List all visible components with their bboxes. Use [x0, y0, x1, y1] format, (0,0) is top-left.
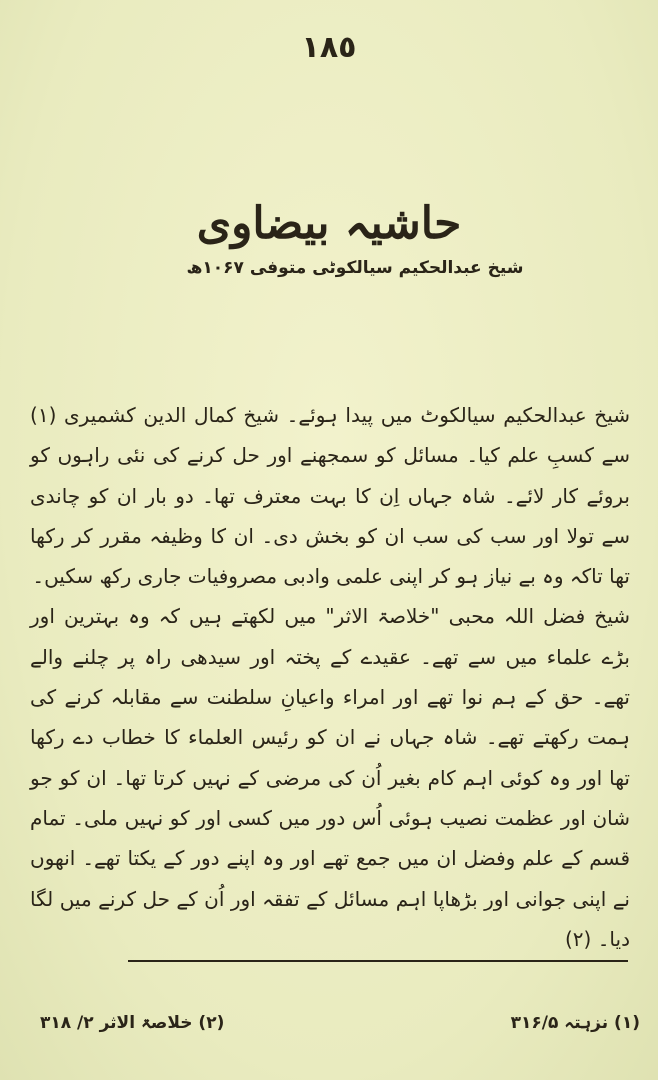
- footnote-1: (۱) نزہتہ ۳۱۶/۵: [510, 1013, 640, 1033]
- footnote-2: (۲) خلاصۃ الاثر ۲/ ۳۱۸: [40, 1013, 225, 1033]
- chapter-subtitle: شیخ عبدالحکیم سیالکوٹی متوفی ۱۰۶۷ھ: [186, 258, 524, 278]
- chapter-title: حاشیہ بیضاوی: [196, 198, 462, 249]
- page-number: ١٨٥: [301, 30, 357, 65]
- paragraph-2: شیخ فضل اللہ محبی "خلاصۃ الاثر" میں لکھتے ہیں کہ وہ بہترین اور بڑے علماء میں سے تھے۔ عقیدے کے پختہ اور سیدھی راہ پر چلنے والے تھے۔ حق کے ہم نوا تھے اور امراء واعیانِ سلطنت سے مقابلہ کرنے کی ہمت رکھتے تھے۔ شاہ جہاں نے ان کو رئیس العلماء کا خطاب دے رکھا تھا اور وہ کوئی اہم کام بغیر اُن کی مرضی کے نہیں کرتا تھا۔ ان کو جو شان اور عظمت نصیب ہوئی اُس دور میں کسی اور کو نہیں ملی۔ تمام قسم کے علم وفضل ان میں جمع تھے اور وہ اپنے دور کے یکتا تھے۔ انھوں نے اپنی جوانی اور بڑھاپا اہم مسائل کے تفقہ اور اُن کے حل کرنے میں لگا دیا۔ (۲): [30, 604, 630, 951]
- footnote-divider: [128, 960, 628, 962]
- footnotes: [40, 1012, 640, 1033]
- paragraph-1: شیخ عبدالحکیم سیالکوٹ میں پیدا ہوئے۔ شیخ کمال الدین کشمیری (۱) سے کسبِ علم کیا۔ مسائل کو سمجھنے اور حل کرنے کی نئی راہوں کو بروئے کار لائے۔ شاہ جہاں اِن کا بہت معترف تھا۔ دو بار ان کو چاندی سے تولا اور سب کی سب ان کو بخش دی۔ ان کا وظیفہ مقرر کر رکھا تھا تاکہ وہ بے نیاز ہو کر اپنی علمی وادبی مصروفیات جاری رکھ سکیں۔: [30, 403, 630, 589]
- body-text: [30, 395, 630, 959]
